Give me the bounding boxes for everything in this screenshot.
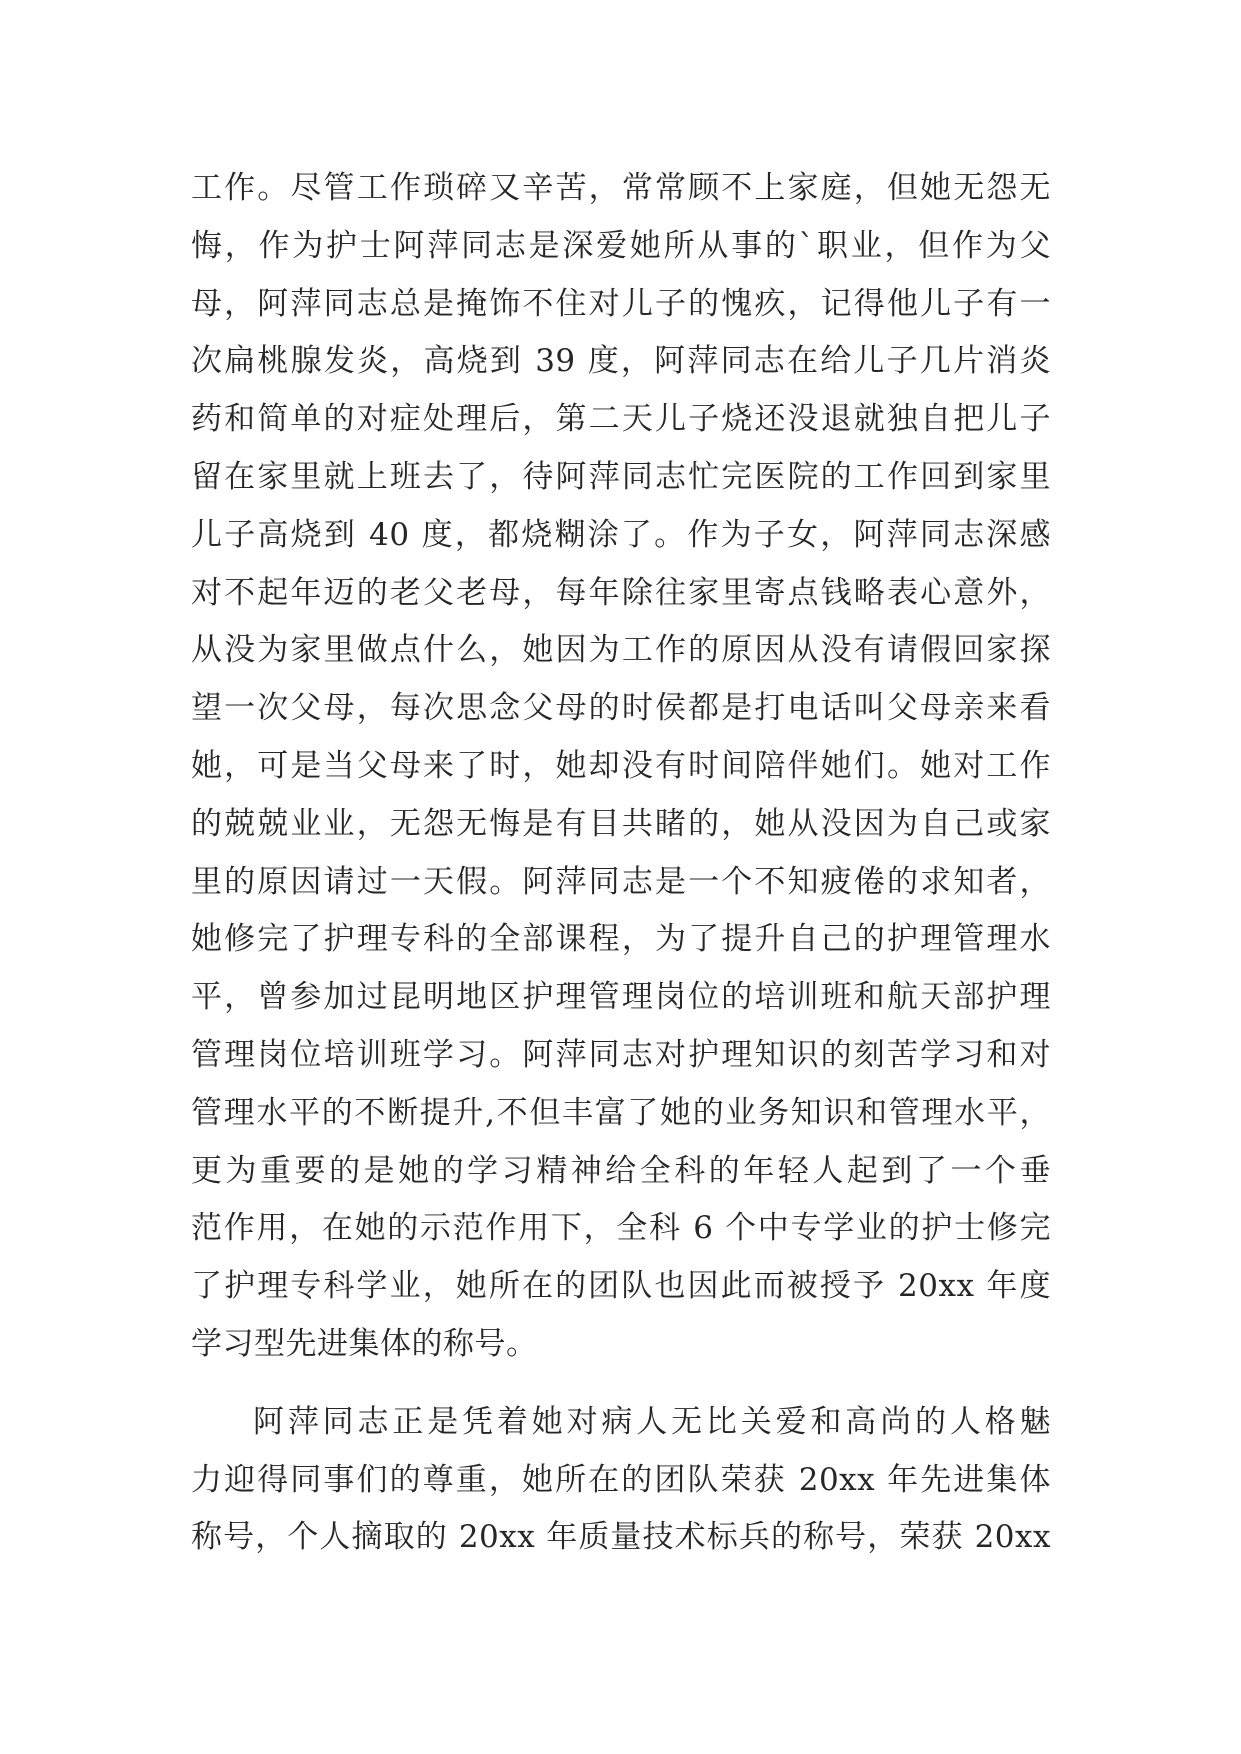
paragraph-spacer [191,1374,1051,1394]
text-line: 对不起年迈的老父老母，每年除往家里寄点钱略表心意外， [191,574,1051,611]
text-line: 她修完了护理专科的全部课程，为了提升自己的护理管理水 [191,921,1051,958]
text-line: 里的原因请过一天假。阿萍同志是一个不知疲倦的求知者， [191,863,1051,900]
text-line: 范作用，在她的示范作用下，全科 6 个中专学业的护士修完 [191,1210,1051,1247]
text-line: 悔，作为护士阿萍同志是深爱她所从事的`职业，但作为父 [191,227,1051,264]
text-line: 母，阿萍同志总是掩饰不住对儿子的愧疚，记得他儿子有一 [191,285,1051,322]
text-line: 力迎得同事们的尊重，她所在的团队荣获 20xx 年先进集体 [191,1461,1051,1498]
text-line: 次扁桃腺发炎，高烧到 39 度，阿萍同志在给儿子几片消炎 [191,343,1051,380]
text-line: 了护理专科学业，她所在的团队也因此而被授予 20xx 年度 [191,1268,1051,1305]
text-line: 儿子高烧到 40 度，都烧糊涂了。作为子女，阿萍同志深感 [191,516,1051,553]
paragraph-2 [191,1394,1051,1567]
text-line: 药和简单的对症处理后，第二天儿子烧还没退就独自把儿子 [191,401,1051,438]
text-line: 管理水平的不断提升,不但丰富了她的业务知识和管理水平， [191,1094,1051,1131]
text-line: 从没为家里做点什么，她因为工作的原因从没有请假回家探 [191,632,1051,669]
text-line: 留在家里就上班去了，待阿萍同志忙完医院的工作回到家里 [191,458,1051,495]
text-line: 她，可是当父母来了时，她却没有时间陪伴她们。她对工作 [191,747,1051,784]
text-line: 称号，个人摘取的 20xx 年质量技术标兵的称号，荣获 20xx [191,1519,1051,1556]
text-line: 阿萍同志正是凭着她对病人无比关爱和高尚的人格魅 [253,1403,1051,1440]
text-line: 更为重要的是她的学习精神给全科的年轻人起到了一个垂 [191,1152,1051,1189]
text-line: 管理岗位培训班学习。阿萍同志对护理知识的刻苦学习和对 [191,1036,1051,1073]
text-line: 工作。尽管工作琐碎又辛苦，常常顾不上家庭，但她无怨无 [191,170,1051,206]
text-line: 平，曾参加过昆明地区护理管理岗位的培训班和航天部护理 [191,979,1051,1016]
text-line: 望一次父母，每次思念父母的时侯都是打电话叫父母亲来看 [191,690,1051,727]
document-body [191,160,1051,1567]
paragraph-1 [191,160,1051,1374]
text-line: 学习型先进集体的称号。 [191,1325,538,1362]
text-line: 的兢兢业业，无怨无悔是有目共睹的，她从没因为自己或家 [191,805,1051,842]
